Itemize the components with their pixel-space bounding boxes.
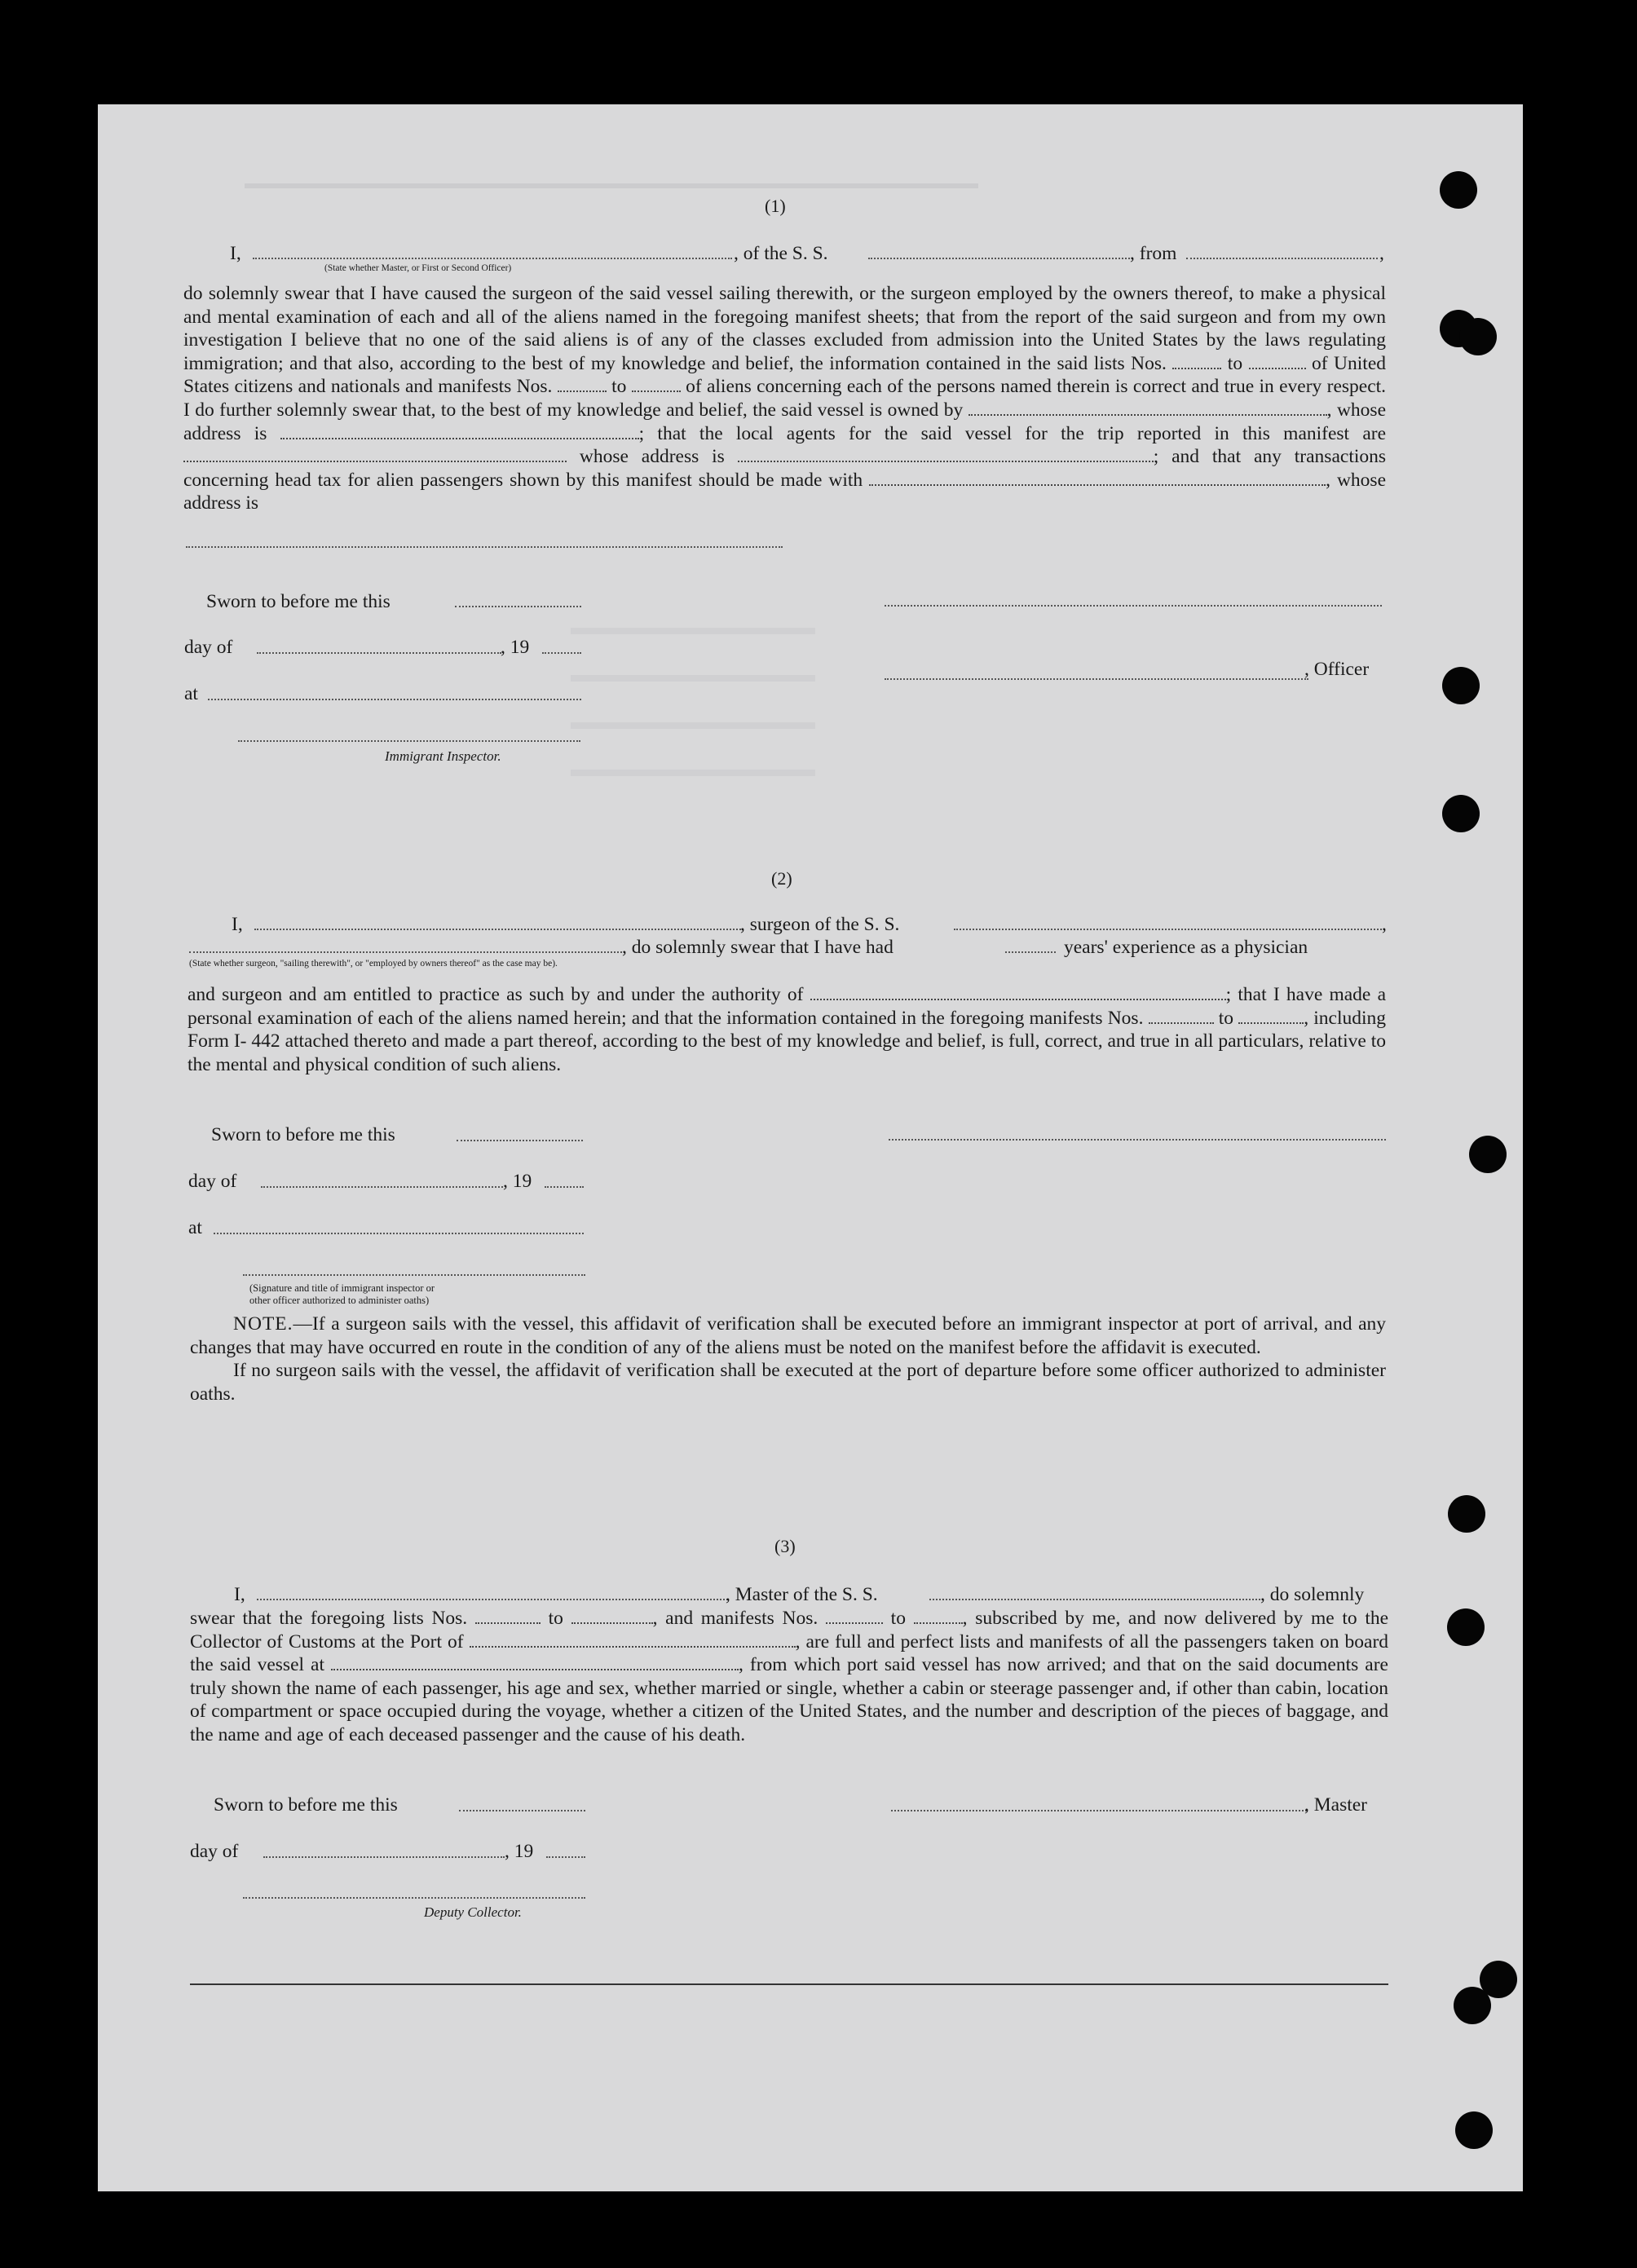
- s3-do-solemnly: , do solemnly: [1260, 1584, 1365, 1605]
- s1-headtax-address-blank: [186, 546, 783, 548]
- s3-day-of: day of: [190, 1841, 239, 1862]
- s2-ship-blank: [954, 929, 1382, 930]
- s2-manifests-from-blank: [1149, 1008, 1214, 1024]
- s3-and-manifests: , and manifests Nos.: [652, 1608, 818, 1629]
- s3-year: , 19: [505, 1841, 534, 1862]
- s3-port-blank: [470, 1631, 796, 1648]
- s3-i-label: I,: [234, 1584, 245, 1605]
- s2-sworn-blank: [457, 1140, 583, 1141]
- s2-day-blank: [261, 1186, 503, 1188]
- s3-lists-from-blank: [475, 1608, 541, 1624]
- s1-comma: ,: [1379, 243, 1384, 264]
- s1-para5: ; and that any transactions concerning head tax for alien passengers shown by this manifest should be made with: [183, 446, 1387, 491]
- s3-master-text: , Master: [1304, 1794, 1368, 1816]
- s1-whose-address-2: whose address is: [579, 446, 725, 468]
- s2-i-label: I,: [232, 914, 243, 935]
- s3-embark-blank: [331, 1654, 739, 1670]
- bottom-rule: [190, 1983, 1388, 1985]
- s1-officer-text: , Officer: [1304, 659, 1370, 680]
- s3-para3: manifests of all the passengers taken on board the said vessel at: [190, 1630, 1389, 1676]
- s3-master-label: [1304, 1794, 1367, 1816]
- s2-officer-signature-line: [889, 1139, 1386, 1141]
- s2-note-2: If no surgeon sails with the vessel, the affidavit of verification shall be executed at the port of departure before some officer authorized to administer oaths.: [190, 1360, 1386, 1405]
- s3-from-which: , from which: [739, 1654, 841, 1676]
- s2-body: and surgeon and am entitled to practice as such by and under the authority of ; that I have made a personal examination of each of the aliens named herein; and that the information contained in the foregoing manifests Nos. to , including Form I- 442 attached thereto and made a part thereof, according to the best of my knowledge and belief, is full, correct, and true in all particulars, relative to the mental and physical condition of such aliens.: [188, 984, 1387, 1075]
- s1-lists-to-blank: [1249, 353, 1306, 369]
- s3-body: [190, 1607, 1388, 1747]
- s1-of-ss: , of the S. S.: [734, 243, 828, 264]
- s3-to2: to: [890, 1608, 906, 1629]
- s2-inspector-signature-line: [243, 1274, 585, 1276]
- s2-sig-caption-1: (Signature and title of immigrant inspector or: [249, 1282, 435, 1294]
- s1-from-blank: [1186, 258, 1378, 259]
- punch-hole: [1440, 171, 1477, 209]
- s1-officer-name-line: [885, 678, 1308, 680]
- s1-ship-blank: [868, 258, 1133, 259]
- section-3-number: (3): [774, 1536, 796, 1556]
- s2-at-blank: [214, 1233, 584, 1234]
- s1-day-of: day of: [184, 637, 233, 658]
- s1-headtax-blank: [869, 470, 1326, 486]
- s2-note-label: NOTE.: [233, 1313, 293, 1335]
- s2-to: to: [1218, 1007, 1234, 1029]
- s2-note-1: —If a surgeon sails with the vessel, this affidavit of verification shall be executed before an immigrant inspector at port of arrival, and any changes that may have occurred en route in the condition of any of the aliens must be noted on the manifest before the affidavit is executed.: [190, 1313, 1386, 1358]
- s3-manifests-from-blank: [826, 1608, 883, 1624]
- s3-lists-to-blank: [571, 1608, 653, 1624]
- s1-lists-from-blank: [1172, 353, 1221, 369]
- s3-sworn: Sworn to before me this: [214, 1794, 398, 1816]
- s1-day-blank: [257, 652, 501, 654]
- section-1-number: (1): [765, 196, 786, 216]
- punch-hole: [1442, 667, 1480, 704]
- s1-agents-address-blank: [738, 446, 1154, 462]
- section-2-number: (2): [771, 868, 792, 889]
- s1-at: at: [184, 683, 198, 704]
- s1-at-blank: [208, 699, 581, 700]
- s3-sworn-blank: [459, 1810, 585, 1811]
- s1-year: , 19: [501, 637, 530, 658]
- s2-sig-caption-2: other officer authorized to administer oaths): [249, 1295, 430, 1306]
- s3-ship-blank: [929, 1599, 1264, 1600]
- s2-at: at: [188, 1217, 202, 1238]
- s1-manifests-to-blank: [632, 376, 681, 392]
- s3-collector-label: Deputy Collector.: [424, 1904, 522, 1920]
- s1-owner-blank: [969, 399, 1327, 416]
- bleed-through-residue: [245, 183, 978, 213]
- s2-manifests-to-blank: [1238, 1008, 1304, 1024]
- s1-to2: to: [611, 376, 627, 398]
- s3-manifests-to-blank: [914, 1608, 963, 1624]
- s2-year-blank: [545, 1186, 584, 1188]
- s1-para3: of aliens concerning each of the persons named therein is correct and true in every respect. I do further solemnly swear that, to the best of my knowledge and belief, the said vessel is owned by: [183, 376, 1387, 421]
- s3-para4: port said vessel has now arrived; and that on the said documents are truly shown the name of each passenger, his age and sex, whether married or single, whether a cabin or steerage passenger and, if other than cabin, location of compartment or space occupied during the voyage, whether a citizen of the United States, and the number and description of the pieces of baggage, and the name and age of each deceased passenger and the cause of his death.: [190, 1654, 1388, 1745]
- s2-para2: that I have made a personal examination of each of the aliens named herein; and that the information contained in the foregoing manifests Nos.: [188, 984, 1387, 1029]
- s1-inspector-label: Immigrant Inspector.: [385, 748, 501, 764]
- s1-sworn-blank: [455, 606, 581, 607]
- punch-hole: [1447, 1608, 1485, 1646]
- s2-para3: , including Form I- 442 attached thereto and made a part thereof, according to the best of my knowledge and belief, is full, correct, and true in all particulars, relative to the mental and physical condition of such aliens.: [188, 1007, 1386, 1075]
- s2-sworn: Sworn to before me this: [211, 1124, 395, 1145]
- s1-officer-caption: (State whether Master, or First or Second Officer): [324, 263, 512, 273]
- s2-comma: ,: [1382, 914, 1387, 935]
- s1-whose-address: , whose address is: [183, 399, 1387, 444]
- s1-para2: of United States citizens and nationals and manifests Nos.: [183, 352, 1387, 398]
- s2-years-blank: [1005, 951, 1056, 953]
- s1-para1: do solemnly swear that I have caused the surgeon of the said vessel sailing therewith, or the surgeon employed by the owners thereof, to make a physical and mental examination of each and all of the aliens named in the foregoing manifest sheets; that from the report of the said surgeon and from my own investigation I believe that no one of the said aliens is of any of the classes excluded from admission into the United States by the laws regulating immigration; and that also, according to the best of my knowledge and belief, the information contained in the said lists Nos.: [183, 283, 1386, 374]
- s1-year-blank: [542, 652, 581, 654]
- s3-master-of: , Master of the S. S.: [726, 1584, 878, 1605]
- s2-authority-blank: [810, 984, 1226, 1000]
- s3-master-signature-line: [891, 1810, 1307, 1811]
- s2-para1: and surgeon and am entitled to practice as such by and under the authority of: [188, 984, 804, 1005]
- s1-whose-address-3: , whose address is: [183, 469, 1387, 514]
- s1-para4: ; that the local agents for the said vessel for the trip reported in this manifest are: [638, 422, 1387, 444]
- s3-name-blank: [257, 1599, 728, 1600]
- punch-hole: [1455, 2111, 1493, 2149]
- s2-role-blank: [189, 951, 625, 953]
- s2-day-of: day of: [188, 1171, 237, 1192]
- s2-swear: , do solemnly swear that I have had: [622, 937, 894, 958]
- s1-manifests-from-blank: [558, 376, 607, 392]
- s2-note: [190, 1313, 1386, 1405]
- s3-subscribed: , subscribed by me, and now: [962, 1608, 1197, 1629]
- punch-hole: [1442, 795, 1480, 832]
- s1-body: [183, 282, 1386, 515]
- s2-role-caption: (State whether surgeon, "sailing therewith", or "employed by owners thereof" as the case may be).: [189, 959, 558, 969]
- punch-hole: [1469, 1136, 1507, 1173]
- s3-para1: swear that the foregoing lists Nos.: [190, 1608, 468, 1629]
- s3-para2: delivered by me to the Collector of Customs at the Port of: [190, 1608, 1389, 1652]
- s3-full-lists: , are full and perfect lists and: [795, 1630, 1024, 1652]
- s1-sworn: Sworn to before me this: [206, 591, 390, 612]
- s3-collector-signature-line: [243, 1897, 585, 1899]
- s1-officer-blank: [253, 258, 732, 259]
- s1-officer-label: [1304, 659, 1369, 681]
- s1-from: , from: [1130, 243, 1177, 264]
- punch-hole: [1459, 318, 1497, 355]
- s3-year-blank: [546, 1856, 585, 1858]
- s2-surgeon-of: , surgeon of the S. S.: [740, 914, 900, 935]
- s2-years: years' experience as a physician: [1064, 937, 1308, 958]
- s1-to1: to: [1227, 352, 1243, 374]
- s1-officer-signature-line: [885, 605, 1382, 607]
- punch-hole: [1454, 1987, 1491, 2024]
- bleed-through-residue-2: [571, 587, 815, 799]
- s2-name-blank: [254, 929, 743, 930]
- s1-inspector-signature-line: [238, 740, 580, 742]
- s2-year: , 19: [503, 1171, 532, 1192]
- s1-owner-address-blank: [280, 423, 639, 439]
- punch-hole: [1448, 1495, 1485, 1533]
- s1-i-label: I,: [230, 243, 241, 264]
- s1-agents-blank: [183, 446, 567, 462]
- s3-to1: to: [548, 1608, 563, 1629]
- s3-day-blank: [263, 1856, 505, 1858]
